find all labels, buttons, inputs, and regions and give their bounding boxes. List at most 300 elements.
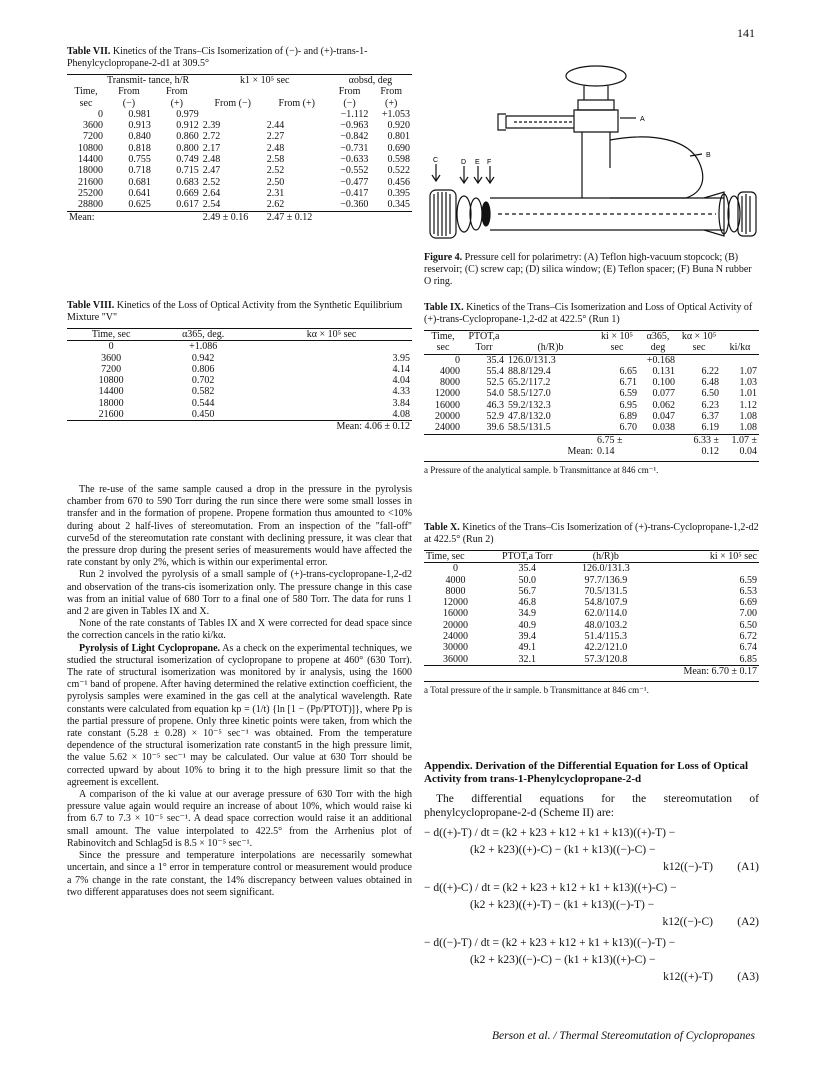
table-9-title: Kinetics of the Trans–Cis Isomerization and Loss of Optical Activity of (+)-trans-Cyclopropane-1,2-d2 at 422.5° (Run 1) xyxy=(424,302,753,325)
table-7-body xyxy=(67,109,412,211)
paragraph-3: None of the rate constants of Tables IX and X were corrected for dead space since the correction cancels in the ratio ki/kα. xyxy=(67,618,412,642)
silica-window-left xyxy=(457,196,471,232)
table7-cell: 2.64 xyxy=(202,187,221,199)
eq2-a: = (k2 + k23 + k12 + k1 + k13)((+)-C) − xyxy=(493,882,677,894)
table10-row xyxy=(424,597,759,608)
table7-cell: −0.842 xyxy=(340,131,369,143)
table7-cell: 0.840 xyxy=(128,131,151,143)
eq3-a: = (k2 + k23 + k12 + k1 + k13)((−)-T) − xyxy=(492,937,676,949)
table-8-caption xyxy=(67,300,412,324)
t7-header-transmittance: Transmit- tance, h/R xyxy=(107,75,190,86)
table9-cell: 58.5/131.5 xyxy=(508,422,551,434)
table7-cell: −1.112 xyxy=(340,108,369,120)
table10-cell: 57.3/120.8 xyxy=(584,653,628,665)
table8-cell: 4.33 xyxy=(392,386,410,398)
table10-cell: 8000 xyxy=(445,585,466,597)
table-7-title: Kinetics of the Trans–Cis Isomerization of (−)- and (+)-trans-1-Phenylcyclopropane-2-d1 at 309.5° xyxy=(67,46,368,69)
eq3-b: (k2 + k23)((−)-C) − (k1 + k13)((+)-C) − xyxy=(470,954,656,966)
eq3-number: (A3) xyxy=(737,971,759,983)
table-7-block xyxy=(67,46,412,223)
appendix-block xyxy=(424,760,759,987)
table10-cell: 36000 xyxy=(442,653,468,665)
table7-cell: 0.641 xyxy=(128,187,151,199)
table7-cell: 2.27 xyxy=(266,131,285,143)
table10-cell: 6.85 xyxy=(739,653,757,665)
table7-row xyxy=(67,143,412,154)
eq2-number: (A2) xyxy=(737,916,759,928)
table8-cell: 4.08 xyxy=(392,409,410,421)
table7-row xyxy=(67,131,412,142)
table7-cell: 0.395 xyxy=(387,187,410,199)
table9-cell: 1.12 xyxy=(739,399,757,411)
label-f: F xyxy=(487,159,492,166)
table7-row xyxy=(67,109,412,120)
paragraph-6: Since the pressure and temperature interpolations are necessarily somewhat uncertain, and since a 1° error in temperature control or measurement would produce a 7% change in the rate constant, the 14% discrepancy between values obtained in two different apparatuses does not seem significant. xyxy=(67,850,412,898)
table7-cell: 2.17 xyxy=(202,142,221,154)
table10-cell: 6.74 xyxy=(739,642,757,654)
table10-cell: 39.4 xyxy=(518,631,536,643)
table9-cell: +0.168 xyxy=(646,354,675,366)
table-9-label: Table IX. xyxy=(424,302,464,313)
table9-cell: 24000 xyxy=(435,422,460,434)
table8-row xyxy=(67,409,412,421)
table9-cell: 1.07 xyxy=(739,365,757,377)
table9-cell: 126.0/131.3 xyxy=(508,354,556,366)
table7-cell: 2.48 xyxy=(202,154,221,166)
table9-cell: 35.4 xyxy=(486,354,504,366)
table9-cell: 0.077 xyxy=(652,388,675,400)
table7-cell: 2.72 xyxy=(202,131,221,143)
table9-cell xyxy=(595,354,639,366)
table9-cell: 1.03 xyxy=(739,377,757,389)
table8-row xyxy=(67,364,412,375)
table-10-body xyxy=(424,563,759,666)
table7-cell: −0.963 xyxy=(340,120,369,132)
table9-cell: 6.50 xyxy=(701,388,719,400)
table7-cell: 0.818 xyxy=(128,142,151,154)
table-8-label: Table VIII. xyxy=(67,300,115,311)
eq1-number: (A1) xyxy=(737,861,759,873)
table8-cell: 0 xyxy=(108,341,114,353)
table7-cell: −0.360 xyxy=(340,199,369,211)
paragraph-4-text: As a check on the experimental techniques, we studied the structural isomerization of cyclopropane to propene at 460° (630 Torr). The rate of structural isomerization was monitored by ir analysis, using the 1600 cm⁻¹ band of propene. After having determined the relative extinction coefficient, the pyrolysis samples were examined in the gas cell at the analytical wavelength. Rate constants were calculated from equation kp = (1/t) {ln [1 − (Pp/PTOT)]}, where Pp is the partial pressure of propene. Only three kinetic points were taken, from which the rate constant (5.28 ± 0.28) × 10⁻⁵ sec⁻¹ was obtained. From the temperature dependence of the structural isomerization rate constant5 in the high pressure limit, the value 5.62 × 10⁻⁵ sec⁻¹ may be calculated. Our value at 630 Torr should be corrected upward by about 10% to bring it to the high pressure limit so that the agreement is excellent. xyxy=(67,642,412,788)
table8-cell: 0.942 xyxy=(191,352,215,364)
t7-header-from-2: From xyxy=(165,86,188,98)
table-7-caption xyxy=(67,46,412,70)
table7-cell: 0.912 xyxy=(176,120,199,132)
table-10-footnote: a Total pressure of the ir sample. b Transmittance at 846 cm⁻¹. xyxy=(424,681,759,696)
table9-cell: 6.71 xyxy=(619,377,637,389)
table9-cell: 6.22 xyxy=(701,365,719,377)
table9-cell: 1.08 xyxy=(739,422,757,434)
t9-header-ki: ki × 10⁵ sec xyxy=(595,331,639,355)
table10-cell: 97.7/136.9 xyxy=(584,574,628,586)
table7-cell: 2.58 xyxy=(266,154,285,166)
pressure-cell-diagram xyxy=(424,62,759,242)
table7-cell: 0.690 xyxy=(387,142,410,154)
table8-cell: 3.95 xyxy=(392,352,410,364)
table9-cell: 52.9 xyxy=(486,411,504,423)
table10-cell xyxy=(644,563,759,575)
table8-cell: 0.806 xyxy=(191,363,215,375)
table7-cell: 0.345 xyxy=(387,199,410,211)
t9-mean-label: Mean: xyxy=(567,445,593,457)
table7-cell: 2.44 xyxy=(266,120,285,132)
table8-cell: 18000 xyxy=(98,397,124,409)
eq3-c: k12((+)-T) xyxy=(663,971,713,983)
table9-cell: 16000 xyxy=(435,399,460,411)
table-9-block xyxy=(424,302,759,476)
appendix-intro: The differential equations for the stereomutation of phenylcyclopropane-2-d (Scheme II) are: xyxy=(424,793,759,819)
table7-cell: 25200 xyxy=(78,187,103,199)
table7-cell: 0.920 xyxy=(387,120,410,132)
table7-row xyxy=(67,177,412,188)
table10-cell: 30000 xyxy=(442,642,468,654)
table9-row xyxy=(424,354,759,366)
table7-cell: 0.681 xyxy=(128,176,151,188)
t7-mean-plus: 2.47 ± 0.12 xyxy=(266,211,313,223)
table7-cell: −0.731 xyxy=(340,142,369,154)
table9-cell: 6.89 xyxy=(619,411,637,423)
table8-row xyxy=(67,353,412,364)
table7-cell: 2.47 xyxy=(202,165,221,177)
table9-cell: 8000 xyxy=(440,377,460,389)
table7-cell: 0.718 xyxy=(128,165,151,177)
table7-cell: −0.633 xyxy=(340,154,369,166)
table10-cell: 12000 xyxy=(442,597,468,609)
table9-cell: 65.2/117.2 xyxy=(508,377,551,389)
table7-cell: 14400 xyxy=(78,154,103,166)
table7-cell: 0.598 xyxy=(387,154,410,166)
table9-cell: 46.3 xyxy=(486,399,504,411)
t7-header-minus-2: (−) xyxy=(343,97,356,109)
table9-cell: 0.038 xyxy=(652,422,675,434)
table10-row xyxy=(424,586,759,597)
table-7 xyxy=(67,74,412,223)
table7-cell: −0.477 xyxy=(340,176,369,188)
table7-cell: 3600 xyxy=(83,120,103,132)
table10-cell: 34.9 xyxy=(518,608,536,620)
table7-cell: 0.860 xyxy=(176,131,199,143)
table10-cell: 35.4 xyxy=(518,563,536,575)
table7-cell: 0.715 xyxy=(176,165,199,177)
table7-cell: 0.979 xyxy=(176,108,199,120)
t7-header-from-4: From xyxy=(380,86,403,98)
table9-cell: 6.48 xyxy=(701,377,719,389)
t7-header-from-plus: From (+) xyxy=(278,97,315,109)
table10-cell: 48.0/103.2 xyxy=(584,619,628,631)
table10-cell: 16000 xyxy=(442,608,468,620)
table7-cell: 2.48 xyxy=(266,142,285,154)
eq2-lhs: − d((+)-C) / dt xyxy=(424,882,491,894)
table9-row xyxy=(424,400,759,411)
table9-cell: 39.6 xyxy=(486,422,504,434)
table9-cell: 6.65 xyxy=(619,365,637,377)
t7-mean-label: Mean: xyxy=(69,211,95,223)
table-7-label: Table VII. xyxy=(67,46,111,57)
table8-cell xyxy=(251,341,412,353)
table10-row xyxy=(424,620,759,631)
table7-cell: −0.417 xyxy=(340,187,369,199)
t8-header-time: Time, sec xyxy=(67,329,155,341)
table7-cell: 2.39 xyxy=(202,120,221,132)
table9-row xyxy=(424,377,759,388)
t10-header-hr: (h/R)b xyxy=(568,551,645,563)
table7-cell: 18000 xyxy=(78,165,103,177)
t8-header-alpha: α365, deg. xyxy=(155,329,251,341)
table10-row xyxy=(424,563,759,575)
table7-row xyxy=(67,188,412,199)
table-8-body xyxy=(67,341,412,421)
table10-cell: 42.2/121.0 xyxy=(584,642,628,654)
table10-cell: 32.1 xyxy=(518,653,536,665)
table10-cell: 6.69 xyxy=(739,597,757,609)
t10-header-ptot: PTOT,a Torr xyxy=(487,551,568,563)
table10-cell: 50.0 xyxy=(518,574,536,586)
table7-cell: 0.669 xyxy=(176,187,199,199)
paragraph-4-heading: Pyrolysis of Light Cyclopropane. xyxy=(79,642,221,654)
table7-cell: 7200 xyxy=(83,131,103,143)
paragraph-2: Run 2 involved the pyrolysis of a small sample of (+)-trans-cyclopropane-1,2-d2 and observation of the trans-cis isomerization only. The pressure change in this case was from an initial value of 680 Torr to a final one of 580 Torr. The data for runs 1 and 2 are given in Tables IX and X. xyxy=(67,569,412,618)
stopcock-knob xyxy=(566,66,626,86)
table7-cell: 2.50 xyxy=(266,176,285,188)
table9-cell: 0.100 xyxy=(652,377,675,389)
table7-cell: 0.456 xyxy=(387,176,410,188)
appendix-heading: Appendix. Derivation of the Differential Equation for Loss of Optical Activity from trans-1-Phenylcyclopropane-2-d xyxy=(424,760,749,785)
label-d: D xyxy=(461,159,467,166)
table-10-label: Table X. xyxy=(424,522,460,533)
table10-row xyxy=(424,608,759,619)
table-10-caption xyxy=(424,522,759,546)
table9-cell xyxy=(721,354,759,366)
paragraph-5: A comparison of the ki value at our average pressure of 630 Torr with the high pressure value again would require an increase of about 10%, which would raise ki from 6.7 to 7.3 × 10⁻⁵ sec⁻¹. A dead space correction would raise it an additional small amount. The value interpolated to 422.5° from the Arrhenius plot of Rabinovitch and Schlag5d is 8.5 × 10⁻⁵ sec⁻¹. xyxy=(67,789,412,849)
label-b: B xyxy=(706,152,711,159)
t9-header-ptot: PTOT,a Torr xyxy=(462,331,506,355)
table7-row xyxy=(67,154,412,165)
table9-cell: 54.0 xyxy=(486,388,504,400)
table8-cell: 4.04 xyxy=(392,375,410,387)
table7-cell: 0.981 xyxy=(128,108,151,120)
table7-cell: 2.52 xyxy=(266,165,285,177)
paragraph-1: The re-use of the same sample caused a drop in the pressure in the pyrolysis chamber from 670 to 590 Torr during the run since there were some small losses in transfer and in the formation of propene. Propene formation thus amounted to <10% during about 2 half-lives of stereomutation. From an inspection of the "fall-off" curve5d of the stereomutation rate constant with declining pressure, it was clear that the pressure drop during the present series of measurements would have affected the rate constant by only 2%, which is within our experimental error. xyxy=(67,484,412,569)
table8-cell: 4.14 xyxy=(392,363,410,375)
paragraph-4 xyxy=(67,643,412,789)
table7-cell xyxy=(265,109,329,120)
t7-header-from-3: From xyxy=(338,86,361,98)
table10-cell: 46.8 xyxy=(518,597,536,609)
table8-cell: 14400 xyxy=(98,386,124,398)
table9-cell: 52.5 xyxy=(486,377,504,389)
table-8 xyxy=(67,328,412,433)
table9-cell: 6.37 xyxy=(701,411,719,423)
running-footer: Berson et al. / Thermal Stereomutation of Cyclopropanes xyxy=(492,1030,755,1042)
table10-cell: 6.59 xyxy=(739,574,757,586)
table9-row xyxy=(424,422,759,434)
table10-cell: 56.7 xyxy=(518,585,536,597)
table9-cell: 58.5/127.0 xyxy=(508,388,551,400)
eq1-lhs: − d((+)-T) / dt xyxy=(424,827,490,839)
t7-header-k: k1 × 10⁵ sec xyxy=(240,75,290,86)
equation-a1 xyxy=(424,826,759,877)
t7-header-from-minus: From (−) xyxy=(214,97,251,109)
table8-cell: 3.84 xyxy=(392,397,410,409)
table10-cell: 126.0/131.3 xyxy=(581,563,630,575)
figure-4-caption xyxy=(424,252,759,288)
figure-4-label: Figure 4. xyxy=(424,252,463,263)
t10-header-time: Time, sec xyxy=(424,551,487,563)
table10-cell: 4000 xyxy=(445,574,466,586)
table-10-block xyxy=(424,522,759,696)
t8-mean: Mean: 4.06 ± 0.12 xyxy=(336,421,410,433)
table7-cell: 0.749 xyxy=(176,154,199,166)
table-8-title: Kinetics of the Loss of Optical Activity from the Synthetic Equilibrium Mixture "V" xyxy=(67,300,403,323)
t10-mean: Mean: 6.70 ± 0.17 xyxy=(683,665,757,677)
eq3-lhs: − d((−)-T) / dt xyxy=(424,937,490,949)
table8-cell: 7200 xyxy=(101,363,122,375)
table7-cell: 0.801 xyxy=(387,131,410,143)
table7-cell: 0.913 xyxy=(128,120,151,132)
table7-cell: 28800 xyxy=(78,199,103,211)
table9-cell: 6.59 xyxy=(619,388,637,400)
table8-row xyxy=(67,375,412,386)
table8-cell: 3600 xyxy=(101,352,122,364)
t9-header-alpha: α365, deg xyxy=(639,331,677,355)
t7-mean-minus: 2.49 ± 0.16 xyxy=(202,211,249,223)
table8-cell: 0.582 xyxy=(191,386,215,398)
table9-cell: 1.08 xyxy=(739,411,757,423)
t7-header-minus-1: (−) xyxy=(122,97,136,109)
t9-mean-ki: 6.75 ± 0.14 xyxy=(597,434,623,457)
table9-cell: 4000 xyxy=(440,365,460,377)
t7-header-plus-2: (+) xyxy=(385,97,398,109)
table7-cell: 0.522 xyxy=(387,165,410,177)
table7-cell: 0.800 xyxy=(176,142,199,154)
table7-cell xyxy=(201,109,265,120)
stopcock-body xyxy=(574,110,618,156)
table9-cell: 59.2/132.3 xyxy=(508,399,551,411)
table8-cell: 0.702 xyxy=(191,375,215,387)
equation-a3 xyxy=(424,936,759,987)
table8-cell: 21600 xyxy=(98,409,124,421)
table7-cell: 2.52 xyxy=(202,176,221,188)
table7-cell: 0.617 xyxy=(176,199,199,211)
table7-cell: 0.755 xyxy=(128,154,151,166)
table10-cell: 24000 xyxy=(442,631,468,643)
table10-cell: 0 xyxy=(452,563,458,575)
t9-mean-ka: 6.33 ± 0.12 xyxy=(693,434,719,457)
stopcock-stem xyxy=(578,86,614,110)
table9-cell: 47.8/132.0 xyxy=(508,411,551,423)
page-number: 141 xyxy=(737,26,755,40)
reservoir xyxy=(610,137,703,198)
table10-cell: 40.9 xyxy=(518,619,536,631)
table8-cell: 0.544 xyxy=(191,397,215,409)
table8-row xyxy=(67,398,412,409)
table7-cell: 2.54 xyxy=(202,199,221,211)
t8-header-k: kα × 10⁵ sec xyxy=(251,329,412,341)
t9-header-hr: (h/R)b xyxy=(506,331,595,355)
screw-cap-right xyxy=(738,192,756,236)
table7-cell: 0.683 xyxy=(176,176,199,188)
table8-cell: 10800 xyxy=(98,375,124,387)
table7-cell: 0.625 xyxy=(128,199,151,211)
eq1-c: k12((−)-T) xyxy=(663,861,713,873)
table7-cell: 2.62 xyxy=(266,199,285,211)
figure-4-text: Pressure cell for polarimetry: (A) Teflon high-vacuum stopcock; (B) reservoir; (C) screw cap; (D) silica window; (E) Teflon spacer; (F) Buna N rubber O ring. xyxy=(424,252,752,287)
table10-row xyxy=(424,631,759,642)
table10-cell: 49.1 xyxy=(518,642,536,654)
table10-cell: 6.72 xyxy=(739,631,757,643)
figure-4-block xyxy=(424,62,759,292)
table-10 xyxy=(424,550,759,677)
table9-cell xyxy=(677,354,721,366)
table-8-block xyxy=(67,300,412,433)
table-9-body xyxy=(424,354,759,434)
table9-cell: 6.70 xyxy=(619,422,637,434)
table9-cell: 20000 xyxy=(435,411,460,423)
table9-row xyxy=(424,366,759,377)
table9-cell: 0 xyxy=(455,354,460,366)
label-e: E xyxy=(475,159,480,166)
table-10-title: Kinetics of the Trans–Cis Isomerization of (+)-trans-Cyclopropane-1,2-d2 at 422.5° (Run 2) xyxy=(424,522,759,545)
table10-cell: 7.00 xyxy=(739,608,757,620)
table7-cell: 2.31 xyxy=(266,187,285,199)
table10-cell: 6.50 xyxy=(739,619,757,631)
table9-row xyxy=(424,411,759,422)
label-a: A xyxy=(640,116,645,123)
table9-cell: 6.95 xyxy=(619,399,637,411)
table7-cell: 21600 xyxy=(78,176,103,188)
table8-row xyxy=(67,341,412,353)
table9-cell: 88.8/129.4 xyxy=(508,365,551,377)
left-column-text xyxy=(67,484,412,899)
table7-row xyxy=(67,165,412,176)
table10-row xyxy=(424,642,759,653)
table7-cell: −0.552 xyxy=(340,165,369,177)
table9-cell: 0.131 xyxy=(652,365,675,377)
table10-cell: 51.4/115.3 xyxy=(584,631,628,643)
table7-row xyxy=(67,199,412,211)
table9-cell: 6.23 xyxy=(701,399,719,411)
table10-cell: 20000 xyxy=(442,619,468,631)
t9-header-time: Time, sec xyxy=(424,331,462,355)
table10-row xyxy=(424,654,759,666)
table8-cell: 0.450 xyxy=(191,409,215,421)
table10-cell: 62.0/114.0 xyxy=(584,608,628,620)
table-9-footnote: a Pressure of the analytical sample. b Transmittance at 846 cm⁻¹. xyxy=(424,461,759,476)
table8-cell: +1.086 xyxy=(189,341,218,353)
t10-header-ki: ki × 10⁵ sec xyxy=(644,551,759,563)
table10-cell: 54.8/107.9 xyxy=(584,597,628,609)
label-c: C xyxy=(433,157,439,164)
t7-header-time: Time, sec xyxy=(74,86,98,109)
t7-header-alpha: αobsd, deg xyxy=(348,75,393,86)
t9-header-ratio: ki/kα xyxy=(721,331,759,355)
t7-header-from-1: From xyxy=(118,86,140,98)
table9-cell: 0.047 xyxy=(652,411,675,423)
table7-row xyxy=(67,120,412,131)
table7-cell: 10800 xyxy=(78,142,103,154)
equation-a2 xyxy=(424,881,759,932)
table10-cell: 6.53 xyxy=(739,585,757,597)
table8-row xyxy=(67,386,412,397)
table-9 xyxy=(424,330,759,457)
table7-cell: 0 xyxy=(98,108,103,120)
table9-cell: 12000 xyxy=(435,388,460,400)
table10-cell: 70.5/131.5 xyxy=(584,585,628,597)
table9-cell: 1.01 xyxy=(739,388,757,400)
eq1-a: = (k2 + k23 + k12 + k1 + k13)((+)-T) − xyxy=(492,827,676,839)
